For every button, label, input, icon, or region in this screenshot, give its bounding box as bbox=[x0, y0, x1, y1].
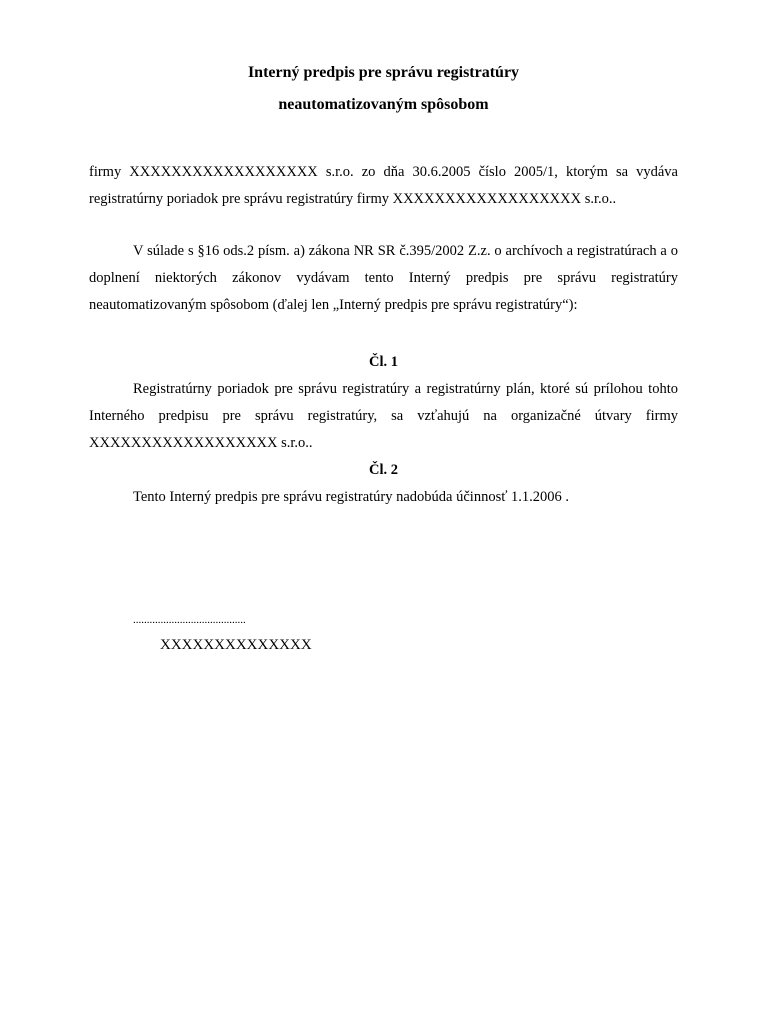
signatory-name: XXXXXXXXXXXXXX bbox=[160, 637, 312, 653]
intro-paragraph: firmy XXXXXXXXXXXXXXXXXX s.r.o. zo dňa 30.6.2005 číslo 2005/1, ktorým sa vydáva registratúrny poriadok pre správu registratúry firmy XXXXXXXXXXXXXXXXXX s.r.o.. bbox=[89, 164, 678, 207]
title-line-1: Interný predpis pre správu registratúry bbox=[247, 64, 520, 81]
document-title bbox=[89, 57, 678, 121]
signature-line: ......................................... bbox=[133, 614, 246, 626]
document-body bbox=[89, 57, 678, 511]
title-line-2: neautomatizovaným spôsobom bbox=[278, 96, 489, 113]
article-1-text: Registratúrny poriadok pre správu registratúry a registratúrny plán, ktoré sú prílohou tohto Interného predpisu pre správu registratúry, sa vzťahujú na organizačné útvary firmy XXXXXXXXXXXXXXXXXX s.r.o.. bbox=[89, 381, 678, 451]
article-2-text: Tento Interný predpis pre správu registratúry nadobúda účinnosť 1.1.2006 . bbox=[133, 489, 570, 505]
article-2-heading: Čl. 2 bbox=[369, 462, 398, 478]
signature-block bbox=[133, 612, 453, 656]
preamble-paragraph: V súlade s §16 ods.2 písm. a) zákona NR SR č.395/2002 Z.z. o archívoch a registratúrach a o doplnení niektorých zákonov vydávam tento Interný predpis pre správu registratúry neautomatizovaným spôsobom (ďalej len „Interný predpis pre správu registratúry“): bbox=[89, 243, 678, 313]
article-1-heading: Čl. 1 bbox=[369, 354, 398, 370]
